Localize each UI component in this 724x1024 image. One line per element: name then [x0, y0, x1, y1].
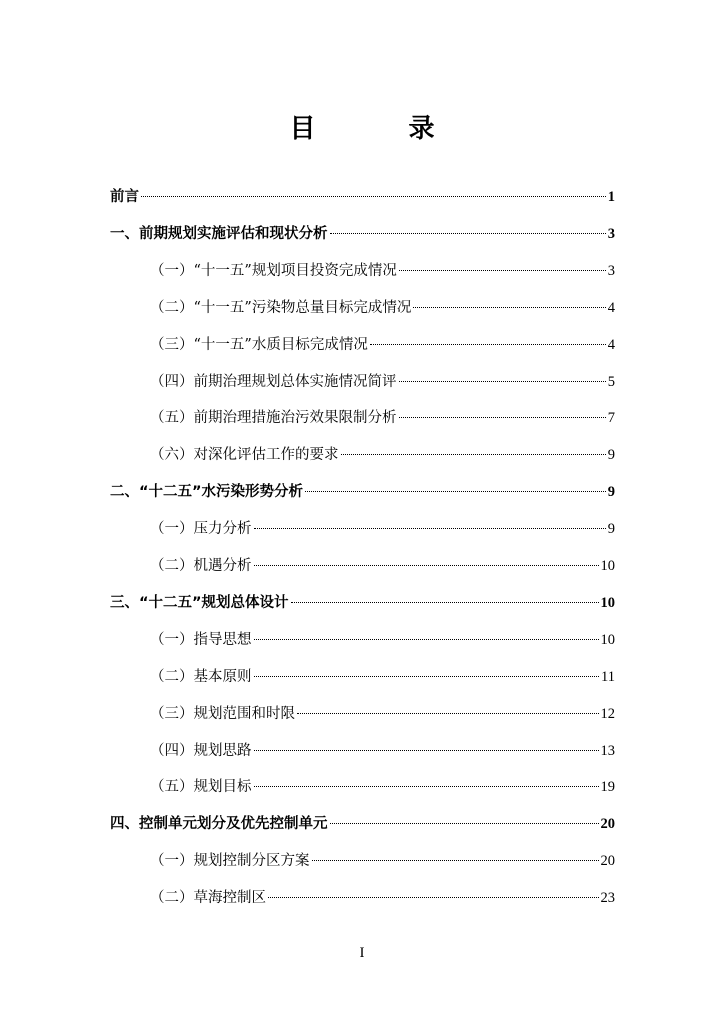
toc-entry-label: （二）“十一五”污染物总量目标完成情况: [150, 299, 412, 316]
dot-leader: [254, 750, 599, 751]
toc-chapter-entry[interactable]: [110, 481, 615, 503]
toc-section-entry[interactable]: [150, 629, 615, 651]
toc-section-entry[interactable]: [150, 297, 615, 319]
toc-entry-page-number: 13: [600, 742, 615, 759]
dot-leader: [312, 860, 599, 861]
toc-section-entry[interactable]: [150, 334, 615, 356]
dot-leader: [254, 528, 606, 529]
toc-chapter-entry[interactable]: [110, 186, 615, 208]
toc-entry-page-number: 12: [600, 705, 615, 722]
toc-section-entry[interactable]: [150, 776, 615, 798]
toc-entry-label: 四、控制单元划分及优先控制单元: [110, 816, 328, 833]
dot-leader: [413, 307, 605, 308]
toc-entry-label: （五）前期治理措施治污效果限制分析: [150, 410, 397, 427]
toc-entry-page-number: 23: [600, 890, 615, 907]
toc-entry-label: （四）规划思路: [150, 742, 252, 759]
toc-chapter-entry[interactable]: [110, 223, 615, 245]
toc-entry-page-number: 1: [607, 189, 615, 205]
toc-section-entry[interactable]: [150, 407, 615, 429]
dot-leader: [141, 196, 606, 197]
toc-entry-page-number: 10: [600, 558, 615, 574]
toc-entry-page-number: 19: [600, 779, 615, 796]
toc-section-entry[interactable]: [150, 887, 615, 909]
dot-leader: [305, 491, 606, 492]
dot-leader: [399, 270, 606, 271]
toc-entry-page-number: 10: [600, 631, 615, 648]
dot-leader: [341, 454, 606, 455]
toc-entry-page-number: 9: [607, 447, 615, 464]
toc-entry-page-number: 20: [600, 816, 615, 833]
toc-entry-page-number: 4: [607, 299, 615, 316]
dot-leader: [254, 676, 600, 677]
dot-leader: [254, 639, 599, 640]
dot-leader: [254, 786, 599, 787]
toc-entry-page-number: 10: [600, 594, 615, 611]
toc-entry-label: （二）草海控制区: [150, 890, 266, 907]
dot-leader: [291, 602, 599, 603]
dot-leader: [399, 417, 606, 418]
toc-entry-label: （五）规划目标: [150, 779, 252, 796]
toc-entry-label: （六）对深化评估工作的要求: [150, 447, 339, 464]
toc-section-entry[interactable]: [150, 740, 615, 762]
toc-entry-label: （一）规划控制分区方案: [150, 853, 310, 870]
dot-leader: [330, 233, 606, 234]
toc-section-entry[interactable]: [150, 555, 615, 577]
dot-leader: [254, 565, 599, 566]
toc-entry-page-number: 3: [607, 262, 615, 279]
toc-entry-label: （四）前期治理规划总体实施情况简评: [150, 373, 397, 390]
toc-section-entry[interactable]: [150, 260, 615, 282]
page-title: 目 录: [289, 114, 477, 144]
toc-entry-page-number: 20: [600, 853, 615, 870]
toc-entry-page-number: 4: [607, 336, 615, 353]
dot-leader: [330, 823, 599, 824]
toc-entry-page-number: 5: [607, 373, 615, 390]
dot-leader: [399, 381, 606, 382]
toc-section-entry[interactable]: [150, 850, 615, 872]
toc-section-entry[interactable]: [150, 666, 615, 688]
page-number: I: [359, 945, 365, 961]
toc-entry-label: 三、“十二五”规划总体设计: [110, 594, 289, 611]
toc-entry-label: （二）基本原则: [150, 668, 252, 685]
toc-entry-page-number: 11: [601, 668, 615, 685]
toc-section-entry[interactable]: [150, 703, 615, 725]
toc-section-entry[interactable]: [150, 371, 615, 393]
toc-chapter-entry[interactable]: [110, 813, 615, 835]
toc-entry-page-number: 9: [607, 521, 615, 538]
toc-entry-page-number: 3: [607, 225, 615, 242]
toc-entry-label: （一）“十一五”规划项目投资完成情况: [150, 262, 397, 279]
toc-chapter-entry[interactable]: [110, 592, 615, 614]
toc-entry-label: （二）机遇分析: [150, 558, 252, 574]
dot-leader: [370, 344, 606, 345]
toc-section-entry[interactable]: [150, 444, 615, 466]
toc-entry-label: （三）“十一五”水质目标完成情况: [150, 336, 368, 353]
dot-leader: [268, 897, 599, 898]
toc-entry-page-number: 9: [607, 484, 615, 501]
toc-entry-label: 一、前期规划实施评估和现状分析: [110, 225, 328, 242]
toc-entry-label: （三）规划范围和时限: [150, 705, 295, 722]
toc-entry-label: （一）指导思想: [150, 631, 252, 648]
toc-entry-page-number: 7: [607, 410, 615, 427]
toc-entry-label: （一）压力分析: [150, 521, 252, 538]
toc-entry-label: 前言: [110, 189, 139, 205]
toc-entry-label: 二、“十二五”水污染形势分析: [110, 484, 304, 501]
dot-leader: [297, 713, 599, 714]
toc-section-entry[interactable]: [150, 518, 615, 540]
